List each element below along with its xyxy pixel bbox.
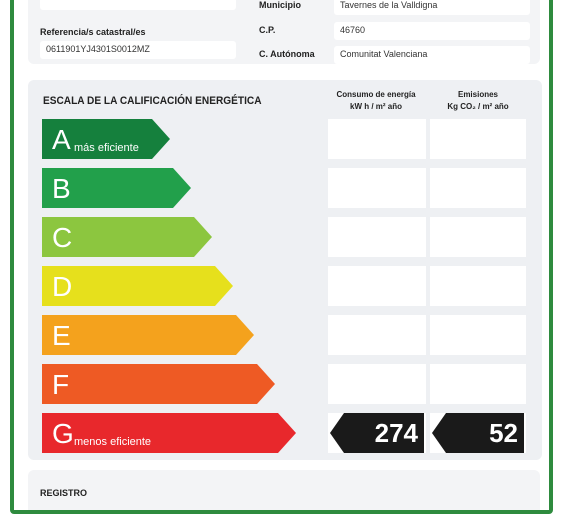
emisiones-header-line2: Kg CO₂ / m² año: [447, 102, 509, 111]
rating-letter: A: [52, 124, 71, 155]
consumo-value: 274: [374, 418, 418, 448]
municipio-value: Tavernes de la Valldigna: [334, 0, 530, 15]
emisiones-cell: [430, 315, 526, 355]
emisiones-cell: [430, 217, 526, 257]
rating-arrow-f: [42, 364, 275, 404]
rating-arrow-e: [42, 315, 254, 355]
rating-letter: G: [52, 418, 74, 449]
consumo-header-line1: Consumo de energía: [336, 90, 416, 99]
consumo-cell: [328, 119, 426, 159]
scale-title: ESCALA DE LA CALIFICACIÓN ENERGÉTICA: [43, 95, 262, 107]
rating-sublabel: menos eficiente: [74, 436, 152, 448]
rating-letter: B: [52, 173, 71, 204]
rating-sublabel: más eficiente: [74, 142, 139, 154]
consumo-header: [326, 89, 426, 113]
registro-label: REGISTRO: [40, 488, 88, 498]
consumo-cell: [328, 364, 426, 404]
emisiones-cell: [430, 168, 526, 208]
rating-letter: C: [52, 222, 73, 253]
municipio-label: Municipio: [259, 0, 301, 10]
referencia-label: Referencia/s catastral/es: [40, 27, 146, 37]
registro-section: [28, 470, 540, 510]
autonoma-value: Comunitat Valenciana: [334, 46, 530, 64]
consumo-header-line2: kW h / m² año: [350, 102, 402, 111]
rating-letter: F: [52, 369, 70, 400]
top-left-field: [40, 0, 236, 10]
consumo-cell: [328, 217, 426, 257]
cp-label: C.P.: [259, 25, 276, 35]
rating-letter: D: [52, 271, 73, 302]
autonoma-label: C. Autónoma: [259, 49, 315, 59]
referencia-value: 0611901YJ4301S0012MZ: [40, 41, 236, 59]
emisiones-header-line1: Emisiones: [457, 90, 498, 99]
emisiones-header: [428, 89, 528, 113]
consumo-cell: [328, 315, 426, 355]
consumo-cell: [328, 168, 426, 208]
emisiones-value: 52: [489, 418, 518, 448]
cp-value: 46760: [334, 22, 530, 40]
rating-letter: E: [52, 320, 71, 351]
emisiones-cell: [430, 119, 526, 159]
emisiones-cell: [430, 364, 526, 404]
consumo-cell: [328, 266, 426, 306]
emisiones-cell: [430, 266, 526, 306]
